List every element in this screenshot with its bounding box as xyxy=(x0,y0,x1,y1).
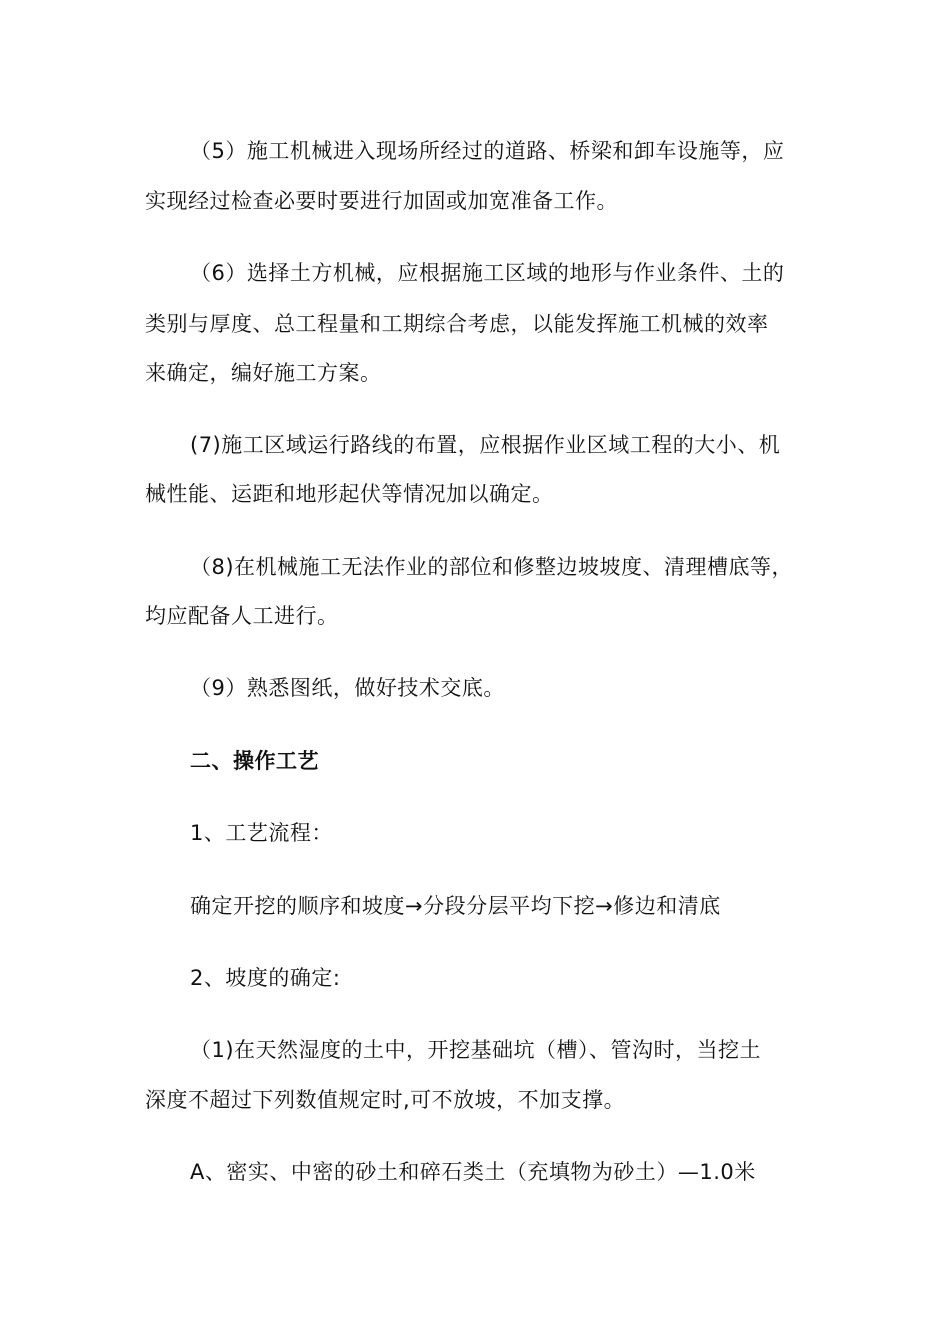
slope-item-a: A、密实、中密的砂土和碎石类土（充填物为砂土）—1.0米 xyxy=(190,1160,756,1184)
paragraph-6-line-2: 类别与厚度、总工程量和工期综合考虑，以能发挥施工机械的效率 xyxy=(145,312,769,336)
subsection-slope: 2、坡度的确定: xyxy=(190,966,341,990)
section-heading: 二、操作工艺 xyxy=(190,749,319,773)
paragraph-7-line-1: (7)施工区域运行路线的布置，应根据作业区域工程的大小、机 xyxy=(190,433,781,457)
paragraph-5-line-2: 实现经过检查必要时要进行加固或加宽准备工作。 xyxy=(145,189,618,213)
paragraph-6-line-1: （6）选择土方机械，应根据施工区域的地形与作业条件、土的 xyxy=(190,261,785,285)
paragraph-5-line-1: （5）施工机械进入现场所经过的道路、桥梁和卸车设施等，应 xyxy=(190,139,785,163)
slope-item-1-line-2: 深度不超过下列数值规定时,可不放坡，不加支撑。 xyxy=(145,1088,626,1112)
paragraph-6-line-3: 来确定，编好施工方案。 xyxy=(145,361,382,385)
paragraph-8-line-1: （8)在机械施工无法作业的部位和修整边坡坡度、清理槽底等， xyxy=(190,555,794,579)
subsection-process-flow: 1、工艺流程： xyxy=(190,821,333,845)
paragraph-8-line-2: 均应配备人工进行。 xyxy=(145,604,339,628)
paragraph-9-line-1: （9）熟悉图纸，做好技术交底。 xyxy=(190,676,505,700)
process-flow-text: 确定开挖的顺序和坡度→分段分层平均下挖→修边和清底 xyxy=(190,894,721,918)
slope-item-1-line-1: （1)在天然湿度的土中，开挖基础坑（槽）、管沟时，当挖土 xyxy=(190,1038,762,1062)
paragraph-7-line-2: 械性能、运距和地形起伏等情况加以确定。 xyxy=(145,482,554,506)
